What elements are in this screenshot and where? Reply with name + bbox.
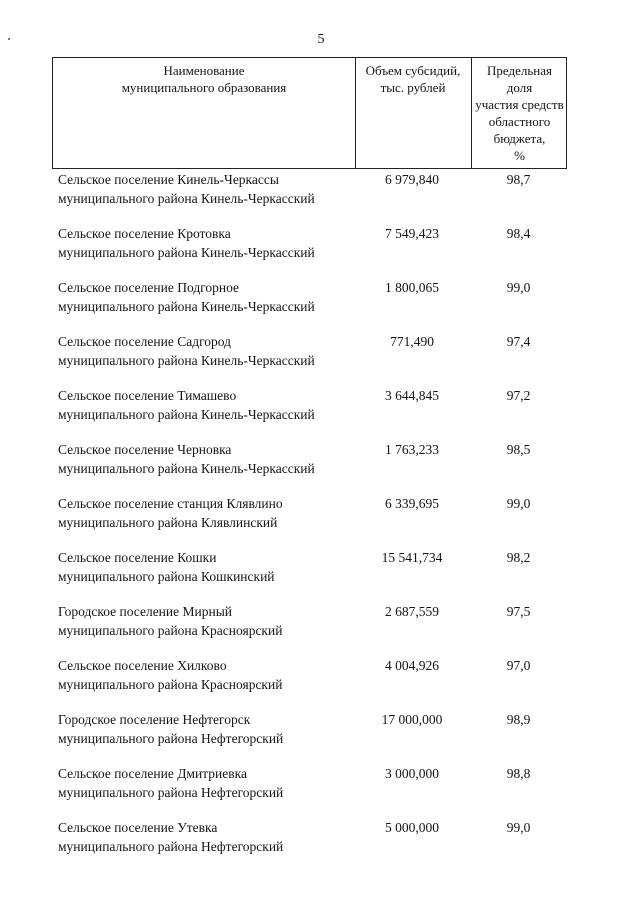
table-row [0, 494, 640, 534]
budget-share: 99,0 [506, 280, 531, 295]
budget-share: 97,0 [506, 658, 531, 673]
header-text: муниципального образования [121, 80, 287, 95]
municipality-name [58, 224, 358, 262]
municipality-line: Сельское поселение станция Клявлино [58, 496, 283, 511]
header-text: областного [488, 114, 551, 129]
municipality-district: муниципального района Кошкинский [58, 569, 275, 584]
subsidy-amount: 5 000,000 [385, 820, 439, 835]
budget-share: 99,0 [506, 820, 531, 835]
table-row [0, 386, 640, 426]
budget-share: 97,4 [506, 334, 531, 349]
municipality-district: муниципального района Клявлинский [58, 515, 278, 530]
municipality-name [58, 170, 358, 208]
header-text: Объем субсидий, [365, 63, 461, 78]
municipality-name [58, 548, 358, 586]
municipality-district: муниципального района Красноярский [58, 677, 283, 692]
budget-share: 98,2 [506, 550, 531, 565]
table-row [0, 332, 640, 372]
municipality-district: муниципального района Кинель-Черкасский [58, 299, 315, 314]
header-text: доля [506, 80, 533, 95]
subsidy-amount: 1 800,065 [385, 280, 439, 295]
municipality-line: Сельское поселение Дмитриевка [58, 766, 247, 781]
header-text: тыс. рублей [380, 80, 446, 95]
municipality-name [58, 494, 358, 532]
budget-share: 98,5 [506, 442, 531, 457]
table-row [0, 656, 640, 696]
table-row [0, 278, 640, 318]
header-name-column [53, 62, 355, 96]
subsidy-amount: 7 549,423 [385, 226, 439, 241]
subsidy-amount: 6 979,840 [385, 172, 439, 187]
budget-share: 98,8 [506, 766, 531, 781]
table-row [0, 440, 640, 480]
budget-share: 97,5 [506, 604, 531, 619]
municipality-line: Сельское поселение Тимашево [58, 388, 237, 403]
municipality-line: Сельское поселение Черновка [58, 442, 232, 457]
budget-share: 98,4 [506, 226, 531, 241]
header-text: Наименование [163, 63, 245, 78]
municipality-name [58, 278, 358, 316]
municipality-district: муниципального района Кинель-Черкасский [58, 191, 315, 206]
municipality-line: Сельское поселение Подгорное [58, 280, 240, 295]
municipality-line: Сельское поселение Утевка [58, 820, 218, 835]
subsidy-amount: 4 004,926 [385, 658, 439, 673]
municipality-name [58, 710, 358, 748]
subsidy-amount: 771,490 [390, 334, 434, 349]
table-row [0, 818, 640, 858]
subsidy-amount: 17 000,000 [381, 712, 443, 727]
budget-share: 98,7 [506, 172, 531, 187]
header-text: Предельная [487, 63, 552, 78]
municipality-line: Городское поселение Нефтегорск [58, 712, 251, 727]
table-row [0, 170, 640, 210]
municipality-line: Сельское поселение Садгород [58, 334, 232, 349]
municipality-name [58, 764, 358, 802]
municipality-line: Сельское поселение Кинель-Черкассы [58, 172, 279, 187]
municipality-district: муниципального района Кинель-Черкасский [58, 407, 315, 422]
municipality-district: муниципального района Нефтегорский [58, 731, 284, 746]
municipality-name [58, 386, 358, 424]
municipality-district: муниципального района Кинель-Черкасский [58, 461, 315, 476]
table-header [52, 57, 567, 169]
municipality-line: Сельское поселение Кошки [58, 550, 217, 565]
header-text: участия средств [475, 97, 564, 112]
subsidy-amount: 3 000,000 [385, 766, 439, 781]
municipality-district: муниципального района Нефтегорский [58, 785, 284, 800]
municipality-name [58, 440, 358, 478]
municipality-district: муниципального района Кинель-Черкасский [58, 245, 315, 260]
header-amount-column [355, 62, 471, 96]
table-row [0, 548, 640, 588]
municipality-district: муниципального района Кинель-Черкасский [58, 353, 315, 368]
scan-speck [8, 38, 10, 40]
subsidy-amount: 6 339,695 [385, 496, 439, 511]
municipality-district: муниципального района Красноярский [58, 623, 283, 638]
subsidy-amount: 1 763,233 [385, 442, 439, 457]
header-text: бюджета, [493, 131, 546, 146]
header-text: % [514, 148, 525, 163]
municipality-line: Сельское поселение Хилково [58, 658, 227, 673]
subsidy-amount: 3 644,845 [385, 388, 439, 403]
municipality-name [58, 602, 358, 640]
budget-share: 97,2 [506, 388, 531, 403]
table-row [0, 764, 640, 804]
municipality-name [58, 656, 358, 694]
municipality-line: Сельское поселение Кротовка [58, 226, 231, 241]
municipality-district: муниципального района Нефтегорский [58, 839, 284, 854]
municipality-name [58, 818, 358, 856]
table-row [0, 710, 640, 750]
budget-share: 98,9 [506, 712, 531, 727]
page-number: 5 [317, 32, 325, 47]
subsidy-amount: 15 541,734 [381, 550, 443, 565]
municipality-name [58, 332, 358, 370]
subsidy-amount: 2 687,559 [385, 604, 439, 619]
table-row [0, 602, 640, 642]
budget-share: 99,0 [506, 496, 531, 511]
header-share-column [471, 62, 568, 164]
municipality-line: Городское поселение Мирный [58, 604, 232, 619]
table-row [0, 224, 640, 264]
